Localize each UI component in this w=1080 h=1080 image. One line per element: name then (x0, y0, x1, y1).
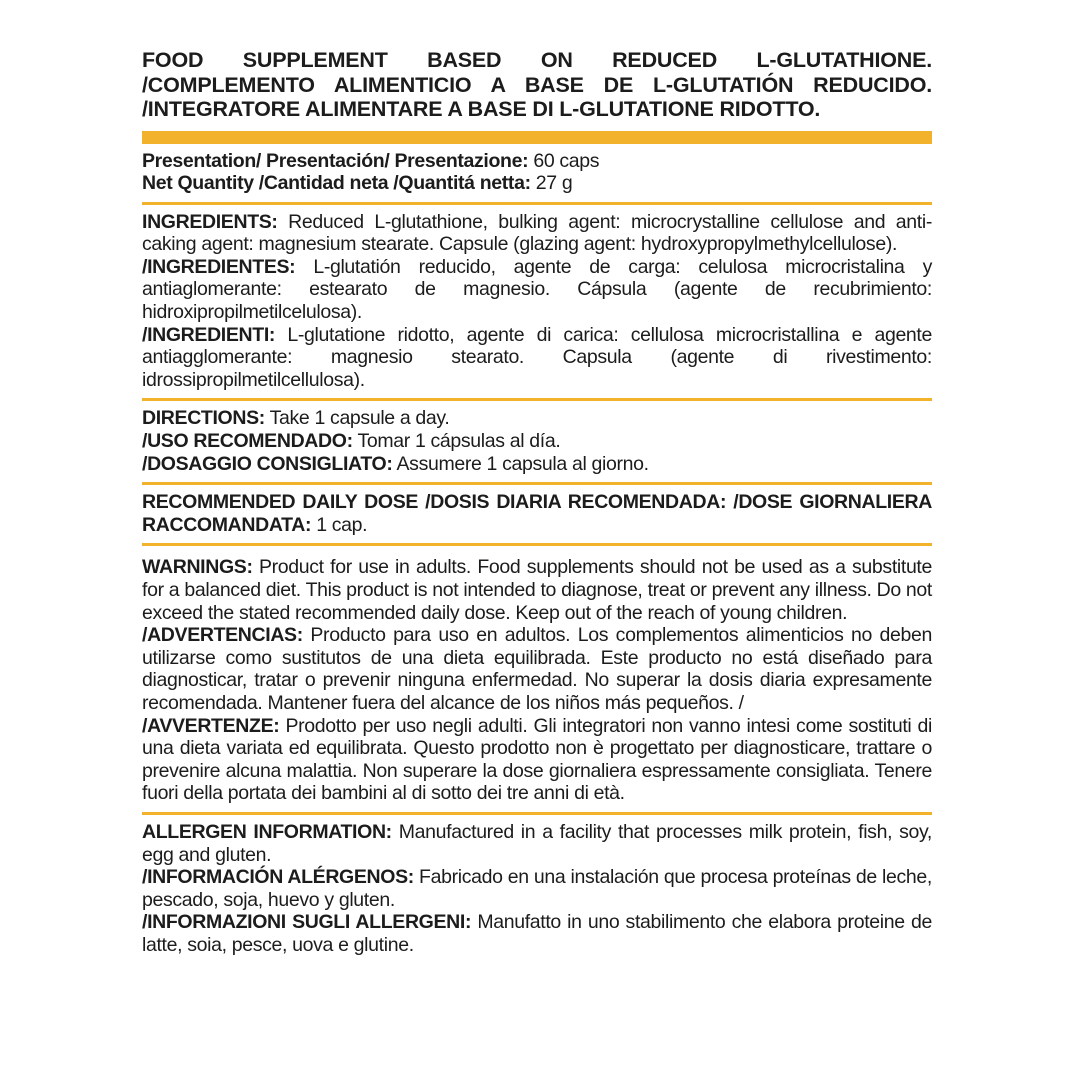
warnings-it-text: Prodotto per uso negli adulti. Gli integratori non vanno intesi come sostituti di una dieta variata ed equilibrata. Questo prodotto non è progettato per diagnosticare, trattare o prevenire alcuna malattia. Non superare la dose giornaliera espressamente consigliata. Tenere fuori della portata dei bambini al di sotto dei tre anni di età. (142, 714, 932, 805)
directions-it-text: Assumere 1 capsula al giorno. (392, 452, 649, 475)
net-quantity-label: Net Quantity /Cantidad neta /Quantitá netta: (142, 172, 531, 195)
warnings-es (142, 624, 932, 714)
ingredients-it-label: /INGREDIENTI: (142, 323, 276, 346)
warnings-section (142, 546, 932, 812)
warnings-it-label: /AVVERTENZE: (142, 714, 280, 737)
directions-es-text: Tomar 1 cápsulas al día. (352, 430, 561, 453)
daily-dose-text: 1 cap. (311, 513, 368, 536)
daily-dose-section (142, 485, 932, 543)
allergens-es-text: Fabricado en una instalación que procesa proteínas de leche, pescado, soja, huevo y gluten. (142, 866, 932, 911)
directions-es-label: /USO RECOMENDADO: (142, 430, 353, 453)
directions-en (142, 407, 932, 430)
ingredients-it (142, 324, 932, 392)
ingredients-it-text: L-glutatione ridotto, agente di carica: cellulosa microcristallina e agente antiagglomerante: magnesio stearato. Capsula (agente di rivestimento: idrossipropilmetilcellulosa). (142, 323, 932, 391)
allergens-it (142, 911, 932, 956)
ingredients-en-label: INGREDIENTS: (142, 210, 278, 233)
warnings-en-text: Product for use in adults. Food supplements should not be used as a substitute for a balanced diet. This product is not intended to diagnose, treat or prevent any illness. Do not exceed the stated recommended daily dose. Keep out of the reach of young children. (142, 556, 932, 624)
allergens-it-label: /INFORMAZIONI SUGLI ALLERGENI: (142, 911, 472, 934)
ingredients-es (142, 256, 932, 324)
warnings-es-text: Producto para uso en adultos. Los complementos alimenticios no deben utilizarse como sustitutos de una dieta equilibrada. Este producto no está diseñado para diagnosticar, tratar o prevenir ninguna enfermedad. No superar la dosis diaria expresamente recomendada. Mantener fuera del alcance de los niños más pequeños. / (142, 624, 932, 714)
presentation-label: Presentation/ Presentación/ Presentazione: (142, 149, 529, 172)
presentation-value: 60 caps (528, 149, 600, 172)
allergens-it-text: Manufatto in uno stabilimento che elabora proteine de latte, soia, pesce, uova e glutine. (142, 911, 932, 956)
ingredients-en-text: Reduced L-glutathione, bulking agent: microcrystalline cellulose and anti-caking agent: magnesium stearate. Capsule (glazing agent: hydroxypropylmethylcellulose). (142, 210, 932, 256)
allergens-en-text: Manufactured in a facility that processes milk protein, fish, soy, egg and gluten. (142, 820, 933, 866)
presentation-line (142, 150, 932, 173)
directions-en-label: DIRECTIONS: (142, 407, 265, 430)
daily-dose-line (142, 491, 932, 536)
warnings-en-label: WARNINGS: (142, 556, 253, 579)
allergens-es-label: /INFORMACIÓN ALÉRGENOS: (142, 866, 414, 889)
warnings-es-label: /ADVERTENCIAS: (142, 624, 303, 647)
directions-es (142, 430, 932, 453)
allergens-en (142, 821, 932, 866)
allergens-section (142, 815, 932, 964)
warnings-it (142, 715, 932, 805)
divider (142, 131, 932, 144)
net-quantity-line (142, 172, 932, 195)
net-quantity-value: 27 g (530, 172, 573, 195)
warnings-en (142, 556, 932, 624)
ingredients-es-text: L-glutatión reducido, agente de carga: celulosa microcristalina y antiaglomerante: estearato de magnesio. Cápsula (agente de recubrimiento: hidroxipropilmetilcelulosa). (142, 255, 932, 324)
product-title: FOOD SUPPLEMENT BASED ON REDUCED L-GLUTATHIONE. /COMPLEMENTO ALIMENTICIO A BASE DE L-GLUTATIÓN REDUCIDO. /INTEGRATORE ALIMENTARE A BASE DI L-GLUTATIONE RIDOTTO. (142, 48, 932, 121)
ingredients-es-label: /INGREDIENTES: (142, 255, 296, 278)
ingredients-en (142, 211, 932, 256)
ingredients-section (142, 205, 932, 399)
directions-it (142, 453, 932, 476)
daily-dose-label: RECOMMENDED DAILY DOSE /DOSIS DIARIA RECOMENDADA: /DOSE GIORNALIERA RACCOMANDATA: (142, 491, 932, 536)
supplement-label (142, 48, 932, 964)
allergens-es (142, 866, 932, 911)
directions-it-label: /DOSAGGIO CONSIGLIATO: (142, 452, 393, 475)
directions-en-text: Take 1 capsule a day. (264, 407, 450, 430)
allergens-en-label: ALLERGEN INFORMATION: (142, 820, 392, 843)
directions-section (142, 401, 932, 482)
presentation-section (142, 144, 932, 202)
